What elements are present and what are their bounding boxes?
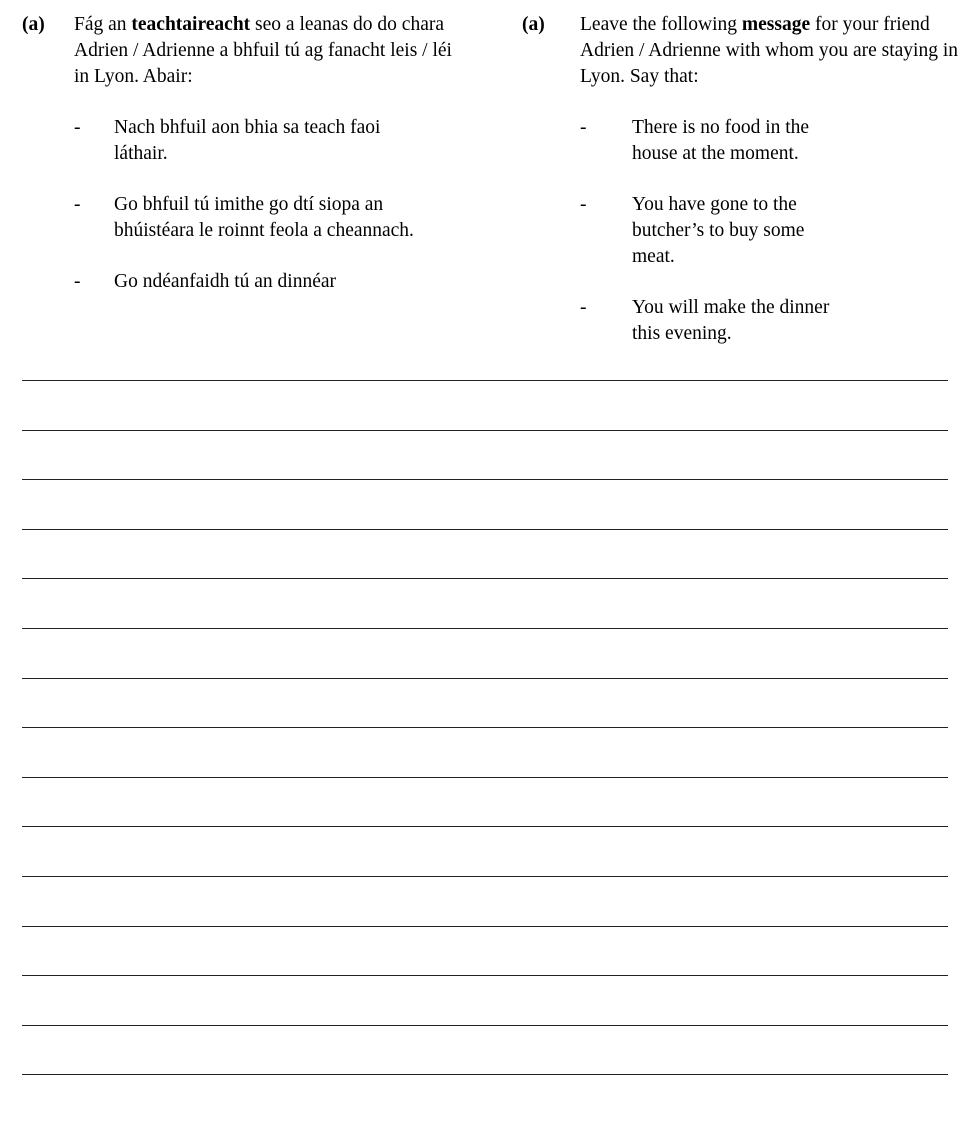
answer-line[interactable] (22, 578, 948, 579)
bullet-dash: - (580, 297, 587, 318)
instruction-english-bold: message (741, 14, 811, 35)
answer-line[interactable] (22, 380, 948, 381)
bullet-text: There is no food in the house at the moment. (632, 117, 810, 164)
bullet-dash: - (580, 194, 587, 215)
english-column (522, 12, 972, 372)
bullet-text: Go ndéanfaidh tú an dinnéar (114, 271, 337, 292)
answer-line[interactable] (22, 876, 948, 877)
bullet-item-english (522, 295, 832, 347)
instruction-irish-bold: teachtaireacht (131, 14, 251, 35)
answer-line[interactable] (22, 628, 948, 629)
irish-column (22, 12, 462, 320)
answer-line[interactable] (22, 826, 948, 827)
bullet-text: You have gone to the butcher’s to buy some meat. (632, 194, 805, 267)
question-label-irish: (a) (22, 14, 45, 35)
bullet-item-irish (22, 269, 414, 295)
bullet-text: Go bhfuil tú imithe go dtí siopa an bhúistéara le roinnt feola a cheannach. (114, 194, 414, 241)
bullet-item-english (522, 192, 832, 270)
bullet-dash: - (74, 194, 81, 215)
bullet-dash: - (74, 117, 81, 138)
answer-line[interactable] (22, 430, 948, 431)
bullet-dash: - (580, 117, 587, 138)
bullet-item-irish (22, 115, 414, 167)
bullet-item-irish (22, 192, 414, 244)
answer-line[interactable] (22, 529, 948, 530)
answer-line[interactable] (22, 975, 948, 976)
instruction-english (580, 12, 972, 90)
bullet-dash: - (74, 271, 81, 292)
answer-line[interactable] (22, 777, 948, 778)
answer-line[interactable] (22, 926, 948, 927)
question-label-english: (a) (522, 14, 545, 35)
answer-line[interactable] (22, 479, 948, 480)
bullet-text: Nach bhfuil aon bhia sa teach faoi láthair. (114, 117, 381, 164)
answer-line[interactable] (22, 727, 948, 728)
bullet-list-irish (22, 115, 462, 295)
instruction-english-post: for your friend Adrien / Adrienne with whom you are staying in Lyon. Say that: (580, 14, 959, 87)
answer-line[interactable] (22, 1074, 948, 1075)
answer-line[interactable] (22, 1025, 948, 1026)
instruction-irish-pre: Fág an (74, 14, 132, 35)
answer-line[interactable] (22, 678, 948, 679)
bullet-item-english (522, 115, 832, 167)
bullet-text: You will make the dinner this evening. (632, 297, 830, 344)
instruction-irish (74, 12, 462, 90)
instruction-english-pre: Leave the following (580, 14, 742, 35)
irish-column-clip (0, 0, 480, 330)
instruction-irish-post: seo a leanas do do chara Adrien / Adrienne a bhfuil tú ag fanacht leis / léi in Lyon. Abair: (74, 14, 452, 87)
answer-lines[interactable] (22, 380, 948, 1124)
bullet-list-english (522, 115, 972, 347)
